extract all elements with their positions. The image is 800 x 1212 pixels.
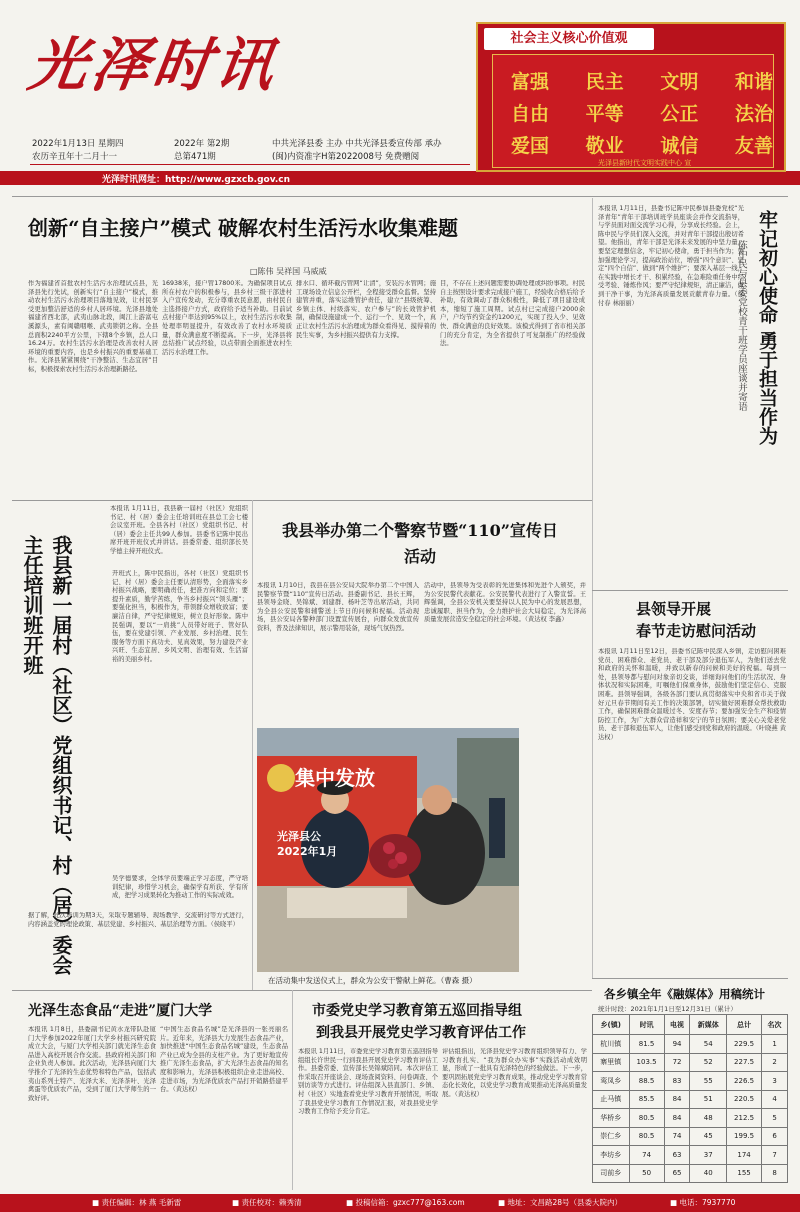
issue-number: 2022年 第2期 xyxy=(174,139,230,149)
billboard-title: 社会主义核心价值观 xyxy=(484,28,654,50)
article-text: 活动中，县领导为受表彰的先进集体和先进个人颁奖，并为公安民警代表献花。公安民警代表进行了入警宣誓。王辉强调，全县公安机关要坚持以人民为中心的发展思想，忠诚履职、担当作为，全力维护社会大局稳定，为光泽高质量发展营造安全稳定的社会环境。（黄达权 李鑫） xyxy=(424,582,586,624)
article-text: 本报讯 1月11日，我县新一届村（社区）党组织书记、村（居）委会主任培训班在县总工会七楼会议室开班。全县各村（社区）党组织书记、村（居）委会主任共99人参加。县委书记陈中民出席开班开班仪式并讲话。县委常委、组织部长吴学德主持开班仪式。 xyxy=(110,505,248,555)
values-row-1: 富强 民主 文明 和谐 xyxy=(511,71,773,93)
lunar-date-line: 农历辛丑年十二月十一 xyxy=(32,152,118,162)
banner-text: 2022年1月 xyxy=(277,845,338,858)
stats-period: 统计时段：2021年1月1日至12月31日（累计） xyxy=(598,1005,737,1013)
article-text: 本报讯 1月8日，县委副书记黄水龙带队赴厦门大学参加2022年厦门大学乡村振兴研究院成立大会，与厦门大学相关部门就光泽生态食品进入高校开展合作交流。县政府相关部门和企业负责人参加。此次活动，光泽县向厦门大学推介了光泽的生态优势和特色产品，包括武夷山系列土特产、光泽大米、光泽茶叶、光泽禽蛋等优质农产品，受到了厦门大学师生的一致好评。 xyxy=(28,1026,156,1102)
headline-police-day: 我县举办第二个警察节暨“110”宣传日活动 xyxy=(282,521,558,566)
police-day-photo xyxy=(257,728,519,972)
rule xyxy=(12,196,788,197)
article-text: 本报讯 1月11日，县委书记陈中民参加县委党校“光泽青年”青年干部培训班学员座谈会并作交流指导，与学员面对面交流学习心得，分享成长经验。会上，陈中民与学员们深入交流，并对青年干部提出殷切希望。他指出，青年干部是光泽未来发展的中坚力量，要坚定理想信念，牢记初心使命，勇于担当作为；要加强理论学习，提高政治站位，增强“四个意识”、坚定“四个自信”、做到“两个维护”；要深入基层一线，在实践中增长才干、积累经验，在急难险重任务中经受考验、锤炼作风；要严守纪律规矩，清正廉洁，做到干净干事，为光泽高质量发展贡献青春力量。（徐付春 林丽丽） xyxy=(598,205,744,307)
banner-text: 光泽县公 xyxy=(277,830,321,843)
photo-caption: 在活动集中发送仪式上，群众为公安干警献上鲜花。（曹森 摄） xyxy=(268,976,477,985)
values-row-2: 自由 平等 公正 法治 xyxy=(511,103,773,125)
rule xyxy=(12,990,592,991)
footer-bar xyxy=(0,1194,800,1212)
article-text: “中国生态食品名城”是光泽县的一张亮丽名片。近年来，光泽县大力发展生态食品产业，加快推进“中国生态食品名城”建设，生态食品产业已成为全县的支柱产业。为了更好地宣传推广光泽生态食品，扩大光泽生态食品的知名度和影响力，光泽县积极组织企业走进高校、走进市场，为光泽优质农产品打开销路搭建平台。（黄达权） xyxy=(160,1026,288,1094)
footer-email[interactable]: ■ 投稿信箱：gzxc777@163.com xyxy=(346,1198,465,1207)
rule xyxy=(592,978,788,979)
article-text: 评估组指出，光泽县党史学习教育组织领导有力、学习教育扎实、“我为群众办实事”实践活动成效明显，形成了一批具有光泽特色的经验做法。下一步，要巩固拓展党史学习教育成果，推动党史学习教育常态化长效化，以党史学习教育成果推动光泽高质量发展。（黄达权） xyxy=(442,1048,587,1098)
masthead-rule xyxy=(30,164,470,165)
footer-phone: ■ 电话：7937770 xyxy=(670,1198,736,1207)
values-row-3: 爱国 敬业 诚信 友善 xyxy=(511,135,773,157)
billboard-footnote: 光泽县新时代文明实践中心 宣 xyxy=(598,159,692,167)
rule xyxy=(12,500,592,501)
newspaper-logo: 光泽时讯 xyxy=(24,31,283,99)
issue-block xyxy=(174,138,229,164)
media-stats-table xyxy=(592,1014,788,1183)
core-values-billboard xyxy=(476,22,786,172)
table-row: 李坊乡 74 63 37 174 7 xyxy=(593,1146,788,1165)
table-row: 杭川镇 81.5 94 54 229.5 1 xyxy=(593,1035,788,1054)
rule xyxy=(592,590,788,591)
date-block xyxy=(32,138,124,164)
license-line: (闽)内资准字H第2022008号 免费赠阅 xyxy=(272,152,420,162)
table-row: 华桥乡 80.5 84 48 212.5 5 xyxy=(593,1109,788,1128)
byline-sewage: □陈伟 吴祥国 马威威 xyxy=(250,267,327,276)
headline-party-history-2: 到我县开展党史学习教育评估工作 xyxy=(316,1025,526,1041)
subheadline-youth-cadres: 陈中民与县委党校青干班学员座谈并寄语 xyxy=(736,240,747,411)
sponsor-line: 中共光泽县委 主办 中共光泽县委宣传部 承办 xyxy=(272,139,442,149)
table-row: 寨里镇 103.5 72 52 227.5 2 xyxy=(593,1053,788,1072)
column-divider xyxy=(592,198,593,978)
headline-sewage: 创新“自主接户”模式 破解农村生活污水收集难题 xyxy=(28,216,458,240)
headline-party-history-1: 市委党史学习教育第五巡回指导组 xyxy=(312,1003,522,1019)
article-text: 16938米，接户管17800米。为确保项目试点所在村农户的积极参与，县乡村三级干部进村入户宣传发动，充分尊重农民意愿，由村民自主选择接户方式，政府给予适当补助。目前试点村接户率达到95%以上，农村生活污水收集处理率明显提升，有效改善了农村水环境质量，群众满意度不断提高。下一步，光泽县将总结推广试点经验，以点带面全面推进农村生活污水治理工作。 xyxy=(162,280,292,356)
article-text: 本报讯 1月10日，我县在县公安局大院举办第二个中国人民警察节暨“110”宣传日活动。县委副书记、县长王辉，县领导金晓、吴锦斌、刘建群、杨叶芝等出席活动，共同为全县公安民警和辅警送上节日的问候和祝福。活动现场，县公安局各警种部门设置宣传展台，向群众发放宣传资料，普及法律知识，展示警用装备，现场气氛热烈。 xyxy=(257,582,419,632)
website-link[interactable]: 光泽时讯网址：http://www.gzxcb.gov.cn xyxy=(102,175,291,185)
banner-text: 集中发放 xyxy=(295,766,375,790)
issue-total: 总第471期 xyxy=(174,152,216,162)
footer-proofreader: ■ 责任校对：赖秀清 xyxy=(232,1198,302,1207)
article-text: 开班式上，陈中民指出，各村（社区）党组织书记、村（居）委会主任要认清形势，全面落实乡村振兴战略，要明确责任，把准方向和定位；要提升素质，勤学苦练，争当乡村振兴“领头雁”；要强化担当，积极作为，带领群众增收致富；要廉洁自律，严守纪律规矩，树立良好形象。陈中民强调，要以“一肩挑”人员带好班子、管好队伍，要在党建引领、产业发展、乡村治理、民生服务等方面下真功夫、见真效果，努力建设产业兴旺、生态宜居、乡风文明、治理有效、生活富裕的美丽乡村。 xyxy=(112,570,248,663)
article-text: 本报讯 1月11日，市委党史学习教育第五巡回指导组组长许世民一行到我县开展党史学习教育评估工作。县委常委、宣传部长吴锦斌陪同。本次评估工作采取召开座谈会、现场查阅资料、问卷调查、个别访谈等方式进行。评估组深入县直部门、乡镇、村（社区）实地查看党史学习教育开展情况，听取了我县党史学习教育工作情况汇报，对我县党史学习教育工作给予充分肯定。 xyxy=(298,1048,438,1116)
masthead xyxy=(0,0,800,190)
table-row: 司前乡 50 65 40 155 8 xyxy=(593,1164,788,1183)
table-row: 崇仁乡 80.5 74 45 199.5 6 xyxy=(593,1127,788,1146)
column-divider xyxy=(292,990,293,1190)
article-text: 目，不存在上述问题需要协调处理或纠纷事项。村民自主按照设计要求完成接户施工，经验收合格后给予补助，有效调动了群众积极性，降低了项目建设成本，缩短了施工周期。试点村已完成接户2000余户，户均节约资金约1200元，实现了投入少、见效快、群众满意的良好效果。该模式得到了省市相关部门的充分肯定，为全省提供了可复制推广的经验做法。 xyxy=(440,280,585,348)
headline-spring-visit-1: 县领导开展 xyxy=(636,600,712,618)
headline-media-stats: 各乡镇全年《融媒体》用稿统计 xyxy=(604,987,765,1001)
article-text: 排水口、循环截污管网“让清”，安装污水管网；施工现场设立信息公开栏，全程接受群众监督。坚持建管并重，落实运维管护责任，建立“县级统筹、乡镇主体、村级落实、农户参与”的长效管护机制，确保设施建成一个、运行一个、见效一个，真正让农村生活污水治理成为群众看得见、摸得着的民生实事，为乡村振兴提供有力支撑。 xyxy=(296,280,436,339)
table-row: 止马镇 85.5 84 51 220.5 4 xyxy=(593,1090,788,1109)
article-text: 本报讯 1月11日至12日，县委书记陈中民深入乡镇，走访慰问困难党员、困难群众、老党员、老干部及部分退伍军人，为他们送去党和政府的关怀和温暖，并致以新春的问候和美好的祝福。每到一处，县领导都与慰问对象亲切交谈，详细询问他们的生活状况、身体状况和实际困难，叮嘱他们保重身体，鼓励他们坚定信心、克服困难。县领导强调，各级各部门要认真贯彻落实中央和省市关于做好元旦春节期间有关工作的决策部署，切实做好困难群众帮扶救助工作，确保困难群众温暖过冬、安度春节；要加强安全生产和疫情防控工作，为广大群众营造祥和安宁的节日氛围；要关心关爱老党员、老干部和退伍军人，让他们感受到党和政府的温暖。（叶晓燕 黄达权） xyxy=(598,648,786,741)
headline-xiamen-university: 光泽生态食品“走进”厦门大学 xyxy=(28,1003,213,1019)
footer-address: ■ 地址：文昌路28号（县委大院内） xyxy=(498,1198,623,1207)
date-line: 2022年1月13日 星期四 xyxy=(32,139,124,149)
publisher-block xyxy=(272,138,442,164)
headline-village-training: 我县新一届村（社区）党组织书记、村（居）委会主任培训班开班 xyxy=(20,535,73,975)
billboard-panel xyxy=(492,54,774,168)
table-row: 鸾凤乡 88.5 83 55 226.5 3 xyxy=(593,1072,788,1091)
table-header-row: 乡(镇) 时讯 电视 新媒体 总计 名次 xyxy=(593,1015,788,1035)
article-text: 作为福建省首批农村生活污水治理试点县，光泽县先行先试，创新实行“自主接户”模式，推动农村生活污水治理项目落地见效，让村民享受更加整洁舒适的乡村人居环境。光泽县地处福建省西北部，武夷山脉北段，闽江上游富屯溪源头，素有闽赣咽喉、武夷锁钥之称。全县总面积2240平方公里，下辖8个乡镇，总人口16.24万。农村生活污水治理是改善农村人居环境的重要内容，也是乡村振兴的重要基础工作。光泽县紧紧围绕“干净整洁、生态宜居”目标，积极探索农村生活污水治理新路径。 xyxy=(28,280,158,373)
headline-spring-visit-2: 春节走访慰问活动 xyxy=(636,622,757,640)
article-text: 吴学德要求，全体学员要端正学习态度，严守培训纪律，珍惜学习机会，确保学有所获、学有所成，把学习成果转化为推动工作的实际成效。 xyxy=(112,875,248,900)
article-text: 据了解，此次培训为期3天，采取专题辅导、现场教学、交流研讨等方式进行，内容涵盖党的理论政策、基层党建、乡村振兴、基层治理等方面。（侯晓平） xyxy=(28,912,248,928)
column-divider xyxy=(252,500,253,990)
headline-youth-cadres: 牢记初心使命 勇于担当作为 xyxy=(756,210,778,445)
footer-editor: ■ 责任编辑：林 燕 毛新雷 xyxy=(92,1198,182,1207)
